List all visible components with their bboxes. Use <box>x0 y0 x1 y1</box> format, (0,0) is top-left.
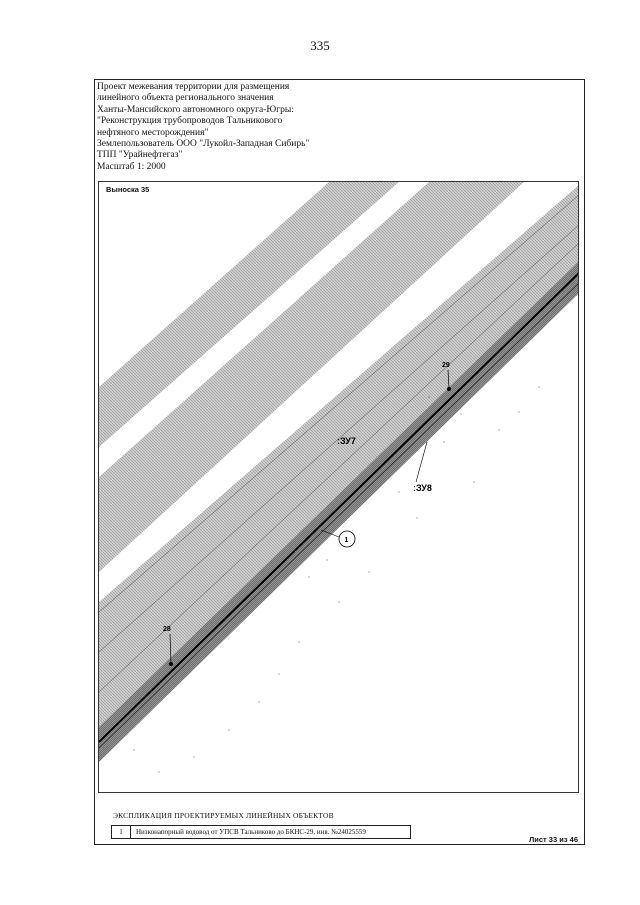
point-28-label: 28 <box>163 626 171 633</box>
explication-table <box>111 825 411 839</box>
callout-title: Выноска 35 <box>106 185 150 194</box>
header-line: линейного объекта регионального значения <box>97 93 274 104</box>
sheet-label: Лист 33 из 46 <box>529 835 578 844</box>
project-header <box>97 82 309 173</box>
drawing-sheet <box>94 79 585 845</box>
page-number: 335 <box>310 38 330 53</box>
header-line: нефтяного месторождения" <box>97 127 209 138</box>
parcel-zu8-label: :ЗУ8 <box>413 483 432 493</box>
header-line: Проект межевания территории для размещения <box>97 82 290 92</box>
scale-line: Масштаб 1: 2000 <box>97 161 166 172</box>
map-drawing <box>99 182 579 793</box>
turning-point-29 <box>447 387 451 391</box>
explication-title: ЭКСПЛИКАЦИЯ ПРОЕКТИРУЕМЫХ ЛИНЕЙНЫХ ОБЪЕКТОВ <box>113 811 334 820</box>
land-user-line: Землепользователь ООО "Лукойл-Западная Сибирь" <box>97 139 310 150</box>
explication-row-description: Низконапорный водовод от УПСВ Тальниково до БКНС-29, инв. №24025559 <box>136 828 366 836</box>
turning-point-28 <box>169 662 173 666</box>
header-line: "Реконструкция трубопроводов Тальникового <box>97 116 283 127</box>
header-line: Ханты-Мансийского автономного округа-Югры: <box>97 104 294 115</box>
object-1-number: 1 <box>344 537 349 544</box>
point-29-label: 29 <box>442 362 450 369</box>
parcel-zu7-label: :ЗУ7 <box>337 436 356 446</box>
explication-row-number: 1 <box>112 826 131 838</box>
map-callout-panel <box>98 181 579 793</box>
department-line: ТПП "Урайнефтегаз" <box>97 150 183 161</box>
